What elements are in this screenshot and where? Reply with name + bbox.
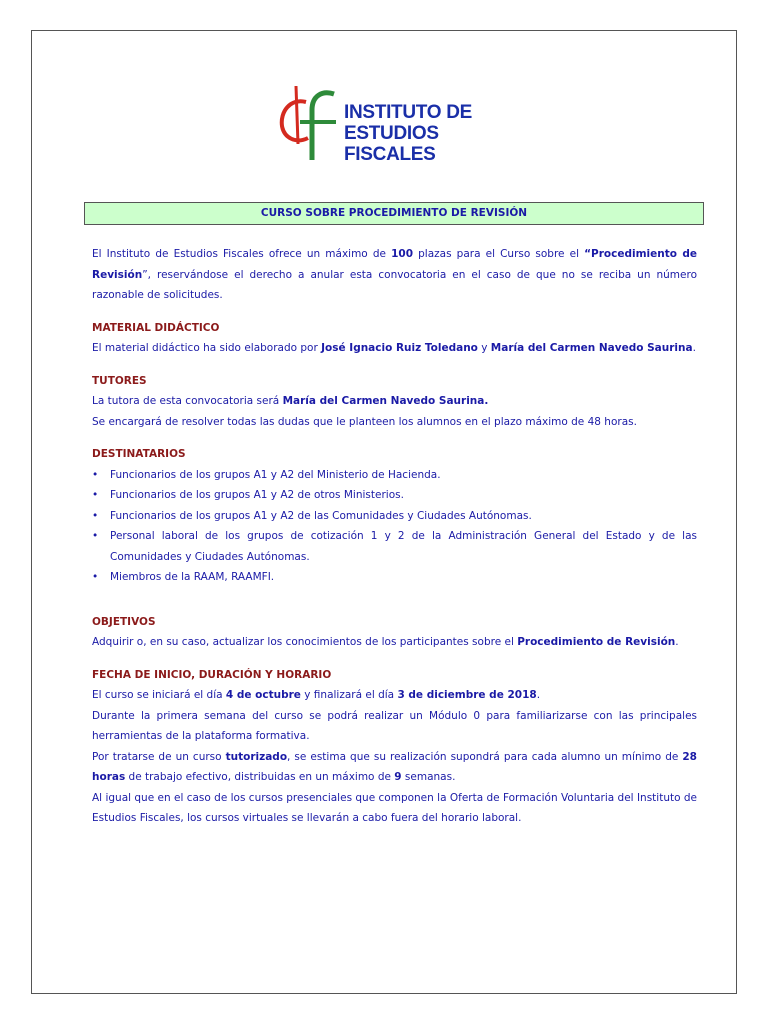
fecha-paragraph-2: Durante la primera semana del curso se podrá realizar un Módulo 0 para familiarizarse con las principales herramientas de la plataforma formativa. [92, 709, 697, 742]
tutores-paragraph-2: Se encargará de resolver todas las dudas que le planteen los alumnos en el plazo máximo de 48 horas. [92, 415, 637, 428]
fecha-paragraph-4: Al igual que en el caso de los cursos presenciales que componen la Oferta de Formación Voluntaria del Instituto de Estudios Fiscales, los cursos virtuales se llevarán a cabo fuera del horario laboral. [92, 791, 697, 824]
fecha-paragraph-1: El curso se iniciará el día 4 de octubre y finalizará el día 3 de diciembre de 2018. [92, 689, 541, 701]
destinatarios-list [92, 465, 697, 588]
intro-paragraph: El Instituto de Estudios Fiscales ofrece un máximo de 100 plazas para el Curso sobre el “Procedimiento de Revisión”, reservándose el derecho a anular esta convocatoria en el caso de que no se reciba un número razonable de solicitudes. [92, 248, 697, 301]
objetivos-heading: OBJETIVOS [92, 615, 156, 628]
objetivos-paragraph: Adquirir o, en su caso, actualizar los conocimientos de los participantes sobre el Procedimiento de Revisión. [92, 636, 679, 648]
fecha-paragraph-3: Por tratarse de un curso tutorizado, se estima que su realización supondrá para cada alumno un mínimo de 28 horas de trabajo efectivo, distribuidas en un máximo de 9 semanas. [92, 750, 697, 783]
document-body [92, 244, 697, 829]
list-item: • Funcionarios de los grupos A1 y A2 de las Comunidades y Ciudades Autónomas. [92, 506, 697, 527]
destinatarios-heading: DESTINATARIOS [92, 448, 186, 460]
tutores-heading: TUTORES [92, 374, 147, 387]
list-item: • Funcionarios de los grupos A1 y A2 del Ministerio de Hacienda. [92, 465, 697, 486]
logo-line-1: INSTITUTO DE [344, 102, 472, 123]
list-item: • Funcionarios de los grupos A1 y A2 de otros Ministerios. [92, 485, 697, 506]
course-title-banner: CURSO SOBRE PROCEDIMIENTO DE REVISIÓN [84, 202, 704, 225]
fecha-heading: FECHA DE INICIO, DURACIÓN Y HORARIO [92, 668, 332, 681]
tutores-paragraph: La tutora de esta convocatoria será María del Carmen Navedo Saurina. [92, 395, 489, 407]
ief-logo [276, 80, 516, 165]
list-item: • Personal laboral de los grupos de cotización 1 y 2 de la Administración General del Estado y de las Comunidades y Ciudades Autónomas. [92, 526, 697, 567]
list-item: • Miembros de la RAAM, RAAMFI. [92, 567, 697, 588]
ief-logo-mark-icon [276, 80, 346, 165]
logo-line-2: ESTUDIOS FISCALES [344, 123, 439, 165]
material-heading: MATERIAL DIDÁCTICO [92, 321, 220, 334]
logo-text [344, 102, 516, 165]
material-paragraph: El material didáctico ha sido elaborado por José Ignacio Ruiz Toledano y María del Carmen Navedo Saurina. [92, 342, 696, 354]
